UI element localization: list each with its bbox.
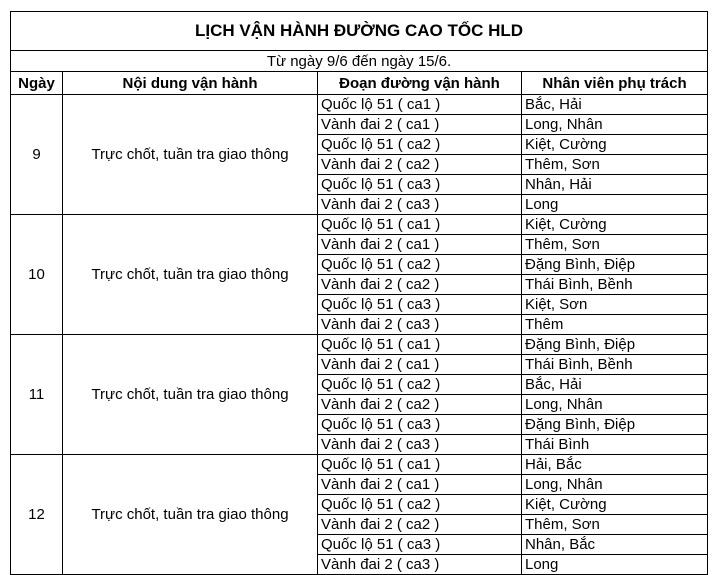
staff-cell: Kiệt, Cường (522, 215, 708, 235)
segment-cell: Vành đai 2 ( ca1 ) (318, 235, 522, 255)
segment-cell: Quốc lộ 51 ( ca3 ) (318, 295, 522, 315)
segment-cell: Quốc lộ 51 ( ca2 ) (318, 375, 522, 395)
segment-cell: Quốc lộ 51 ( ca1 ) (318, 335, 522, 355)
segment-cell: Quốc lộ 51 ( ca2 ) (318, 135, 522, 155)
segment-cell: Vành đai 2 ( ca1 ) (318, 115, 522, 135)
staff-cell: Kiệt, Cường (522, 135, 708, 155)
staff-cell: Đặng Bình, Điệp (522, 415, 708, 435)
segment-cell: Vành đai 2 ( ca1 ) (318, 355, 522, 375)
staff-cell: Hải, Bắc (522, 455, 708, 475)
table-row (11, 95, 708, 115)
staff-cell: Thêm, Sơn (522, 235, 708, 255)
staff-cell: Bắc, Hải (522, 375, 708, 395)
segment-cell: Quốc lộ 51 ( ca1 ) (318, 215, 522, 235)
staff-cell: Nhân, Hải (522, 175, 708, 195)
staff-cell: Long, Nhân (522, 115, 708, 135)
day-cell: 9 (11, 95, 63, 215)
segment-cell: Vành đai 2 ( ca3 ) (318, 195, 522, 215)
segment-cell: Vành đai 2 ( ca3 ) (318, 435, 522, 455)
header-content: Nội dung vận hành (63, 72, 318, 95)
staff-cell: Đặng Bình, Điệp (522, 255, 708, 275)
staff-cell: Long, Nhân (522, 475, 708, 495)
header-staff: Nhân viên phụ trách (522, 72, 708, 95)
segment-cell: Quốc lộ 51 ( ca2 ) (318, 495, 522, 515)
segment-cell: Quốc lộ 51 ( ca3 ) (318, 175, 522, 195)
schedule-table (10, 11, 708, 575)
staff-cell: Thái Bình, Bềnh (522, 275, 708, 295)
header-segment: Đoạn đường vận hành (318, 72, 522, 95)
staff-cell: Thái Bình (522, 435, 708, 455)
day-cell: 10 (11, 215, 63, 335)
table-row (11, 335, 708, 355)
day-cell: 11 (11, 335, 63, 455)
staff-cell: Long, Nhân (522, 395, 708, 415)
content-cell: Trực chốt, tuần tra giao thông (63, 455, 318, 575)
segment-cell: Vành đai 2 ( ca3 ) (318, 555, 522, 575)
staff-cell: Long (522, 555, 708, 575)
table-row (11, 215, 708, 235)
staff-cell: Thêm, Sơn (522, 515, 708, 535)
segment-cell: Quốc lộ 51 ( ca3 ) (318, 415, 522, 435)
staff-cell: Kiệt, Cường (522, 495, 708, 515)
segment-cell: Quốc lộ 51 ( ca2 ) (318, 255, 522, 275)
content-cell: Trực chốt, tuần tra giao thông (63, 215, 318, 335)
staff-cell: Bắc, Hải (522, 95, 708, 115)
segment-cell: Vành đai 2 ( ca2 ) (318, 515, 522, 535)
segment-cell: Quốc lộ 51 ( ca3 ) (318, 535, 522, 555)
segment-cell: Vành đai 2 ( ca2 ) (318, 395, 522, 415)
header-day: Ngày (11, 72, 63, 95)
staff-cell: Thêm (522, 315, 708, 335)
staff-cell: Kiệt, Sơn (522, 295, 708, 315)
staff-cell: Nhân, Bắc (522, 535, 708, 555)
schedule-title: LỊCH VẬN HÀNH ĐƯỜNG CAO TỐC HLD (11, 12, 708, 51)
day-cell: 12 (11, 455, 63, 575)
table-row (11, 455, 708, 475)
segment-cell: Vành đai 2 ( ca3 ) (318, 315, 522, 335)
segment-cell: Vành đai 2 ( ca2 ) (318, 275, 522, 295)
staff-cell: Thêm, Sơn (522, 155, 708, 175)
segment-cell: Vành đai 2 ( ca2 ) (318, 155, 522, 175)
segment-cell: Quốc lộ 51 ( ca1 ) (318, 95, 522, 115)
staff-cell: Long (522, 195, 708, 215)
segment-cell: Vành đai 2 ( ca1 ) (318, 475, 522, 495)
staff-cell: Đặng Bình, Điệp (522, 335, 708, 355)
content-cell: Trực chốt, tuần tra giao thông (63, 95, 318, 215)
staff-cell: Thái Bình, Bềnh (522, 355, 708, 375)
date-range: Từ ngày 9/6 đến ngày 15/6. (11, 51, 708, 72)
content-cell: Trực chốt, tuần tra giao thông (63, 335, 318, 455)
segment-cell: Quốc lộ 51 ( ca1 ) (318, 455, 522, 475)
